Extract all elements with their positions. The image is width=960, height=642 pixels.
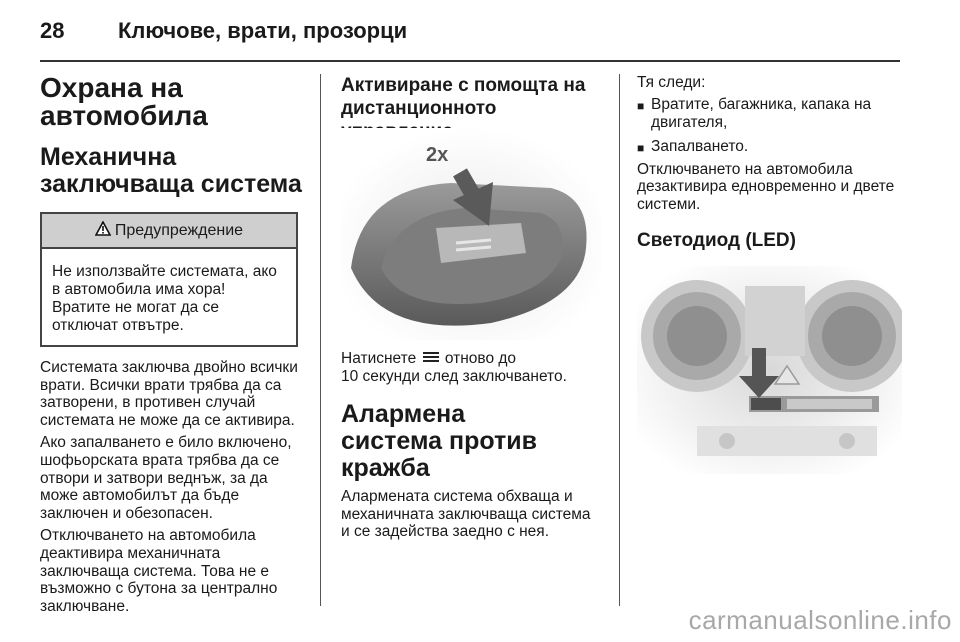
bullet-square-icon: ■ <box>637 98 645 113</box>
warning-text: Не използвайте системата, ако в автомобила има хора! Вратите не могат да се отключат отвътре. <box>52 263 277 334</box>
column-right <box>637 74 902 252</box>
list-item <box>637 96 902 132</box>
column-divider-1 <box>320 74 321 606</box>
remote-caption-line2: 10 секунди след заключването. <box>341 367 567 385</box>
monitors-intro: Тя следи: <box>637 74 706 91</box>
remote-caption <box>341 350 603 368</box>
warning-triangle-icon <box>95 221 111 241</box>
header-rule <box>40 60 900 62</box>
led-heading: Светодиод (LED) <box>637 230 796 252</box>
section-subtitle: Механична заключваща система <box>40 143 302 198</box>
page-header-title: Ключове, врати, прозорци <box>118 18 408 43</box>
page-number: 28 <box>40 18 65 43</box>
paragraph-3: Отключването на автомобила деактивира механичната заключваща система. Това не е възможно с бутона за централно заключване. <box>40 527 278 615</box>
column-middle-lower <box>341 350 603 541</box>
column-left <box>40 74 302 615</box>
column-divider-2 <box>619 74 620 606</box>
warning-label: Предупреждение <box>114 221 244 239</box>
watermark: carmanualsonline.info <box>688 605 952 635</box>
remote-key-illustration <box>341 128 601 340</box>
paragraph-2: Ако запалването е било включено, шофьорската врата трябва да се отвори и затвори веднъж, за да може автомобилът да бъде заключен и обезопасен. <box>40 434 292 522</box>
alarm-section-text: Алармената система обхваща и механичната заключваща система и се задейства заедно с нея. <box>341 488 591 541</box>
section-title: Охрана на автомобила <box>40 72 208 131</box>
bullet-square-icon: ■ <box>637 140 645 155</box>
remote-heading: Активиране с помощта на дистанционното <box>341 75 586 119</box>
list-item-text: Запалването. <box>651 137 749 155</box>
warning-box <box>40 212 298 347</box>
caption-suffix: отново до <box>444 350 517 367</box>
paragraph-1: Системата заключва двойно всички врати. Всички врати трябва да са затворени, в противен случай системата не може да се активира. <box>40 359 298 429</box>
caption-prefix: Натиснете <box>341 350 417 367</box>
dashboard-led-illustration <box>637 266 902 474</box>
alarm-section-title: Алармена система против кражба <box>341 400 538 483</box>
list-item <box>637 138 902 157</box>
lock-symbol-icon <box>423 352 439 362</box>
press-twice-label: 2x <box>426 144 449 166</box>
warning-header <box>42 214 296 249</box>
unlock-text: Отключването на автомобила дезактивира едновременно и двете системи. <box>637 160 895 213</box>
list-item-text: Вратите, багажника, капака на двигателя, <box>651 95 872 131</box>
